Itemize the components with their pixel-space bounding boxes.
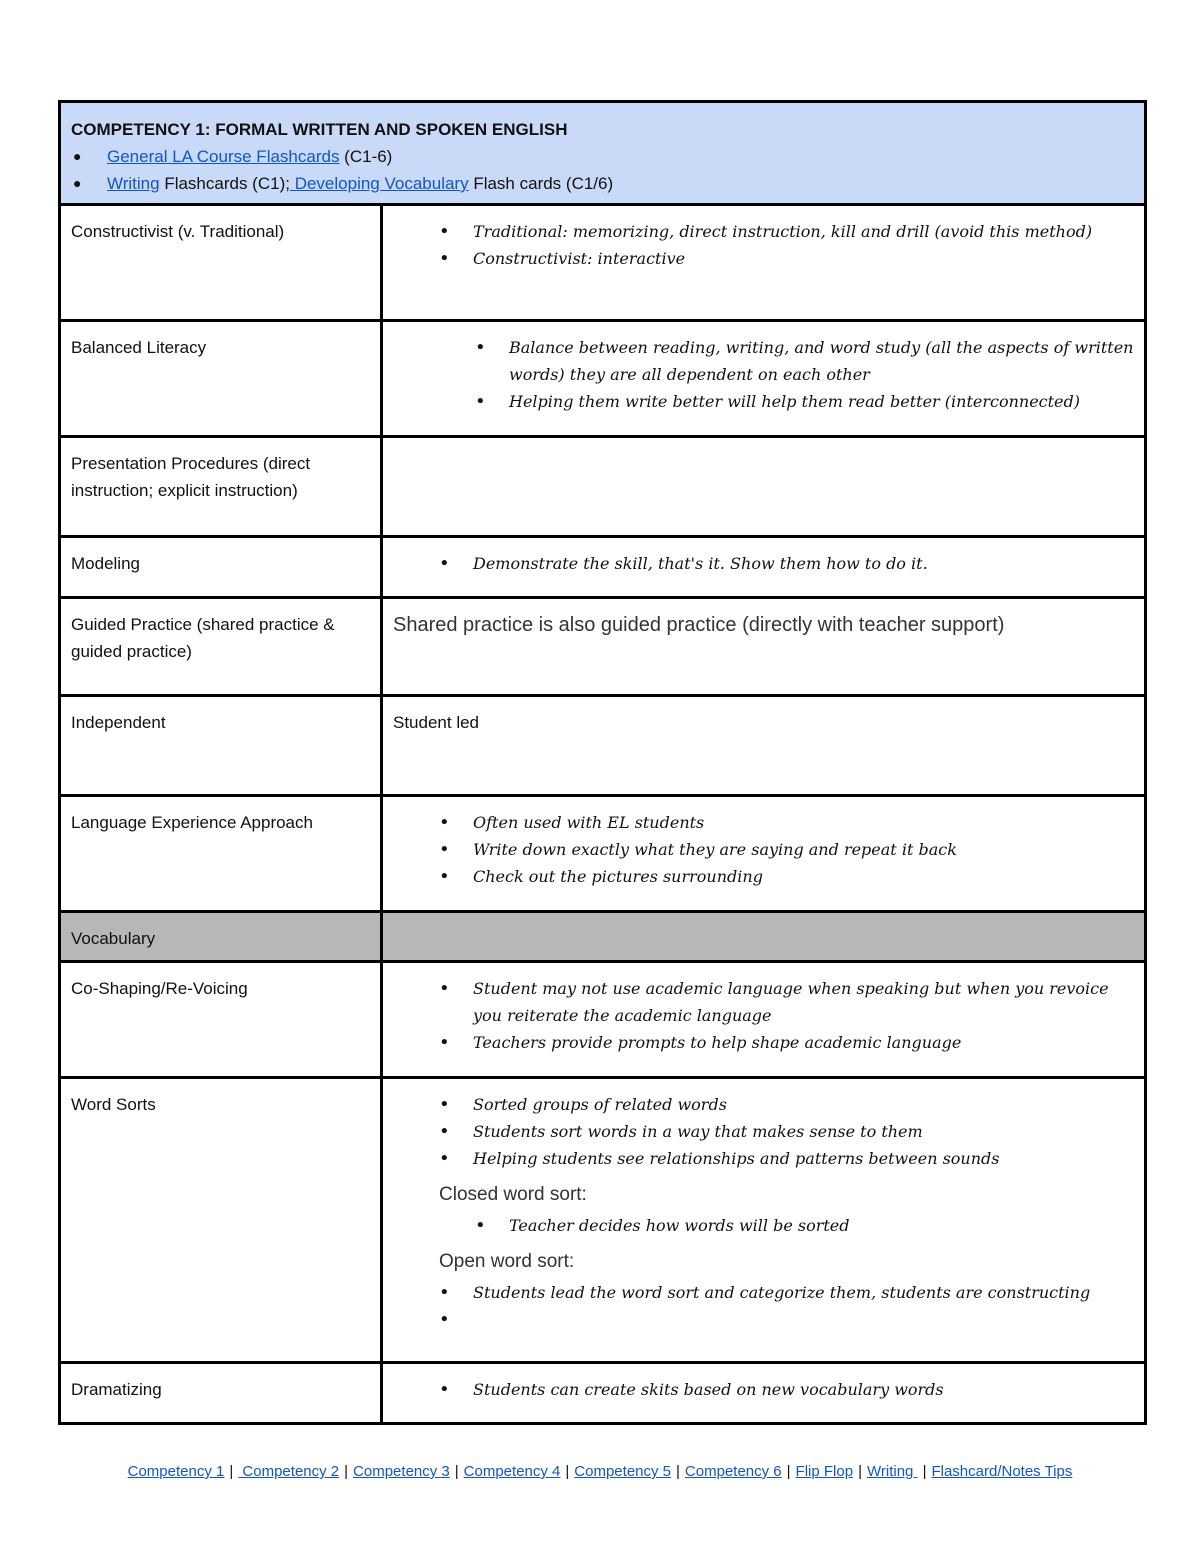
footer-link-writing[interactable]: Writing (866, 1463, 918, 1480)
list-item: • Students sort words in a way that makes sense to them (473, 1118, 1134, 1145)
bullet-list (393, 1279, 1134, 1333)
list-item: • Write down exactly what they are saying and repeat it back (473, 836, 1134, 863)
footer-link-competency-4[interactable]: Competency 4 (463, 1463, 561, 1480)
competency-table (58, 100, 1147, 1425)
header-line2-text-b: Flash cards (C1/6) (468, 174, 614, 193)
table-row (60, 962, 1146, 1078)
footer-link-competency-3[interactable]: Competency 3 (353, 1463, 450, 1480)
bullet-list (393, 218, 1134, 272)
list-item: • Helping them write better will help them read better (interconnected) (509, 388, 1134, 415)
definition-cell (382, 1363, 1146, 1424)
table-row (60, 696, 1146, 796)
definition-cell (382, 205, 1146, 321)
definition-cell (382, 321, 1146, 437)
list-item: • Balance between reading, writing, and word study (all the aspects of written words) they are all dependent on each other (509, 334, 1134, 388)
table-row (60, 1363, 1146, 1424)
table-row (60, 537, 1146, 598)
list-item: • Teacher decides how words will be sorted (509, 1212, 1134, 1239)
header-link-item (107, 170, 1134, 197)
list-item: • Sorted groups of related words (473, 1091, 1134, 1118)
term-cell: Balanced Literacy (60, 321, 382, 437)
footer-separator: | (786, 1463, 791, 1480)
list-item: • Helping students see relationships and patterns between sounds (473, 1145, 1134, 1172)
bullet-list (393, 975, 1134, 1056)
footer-separator: | (858, 1463, 862, 1480)
bullet-list (393, 550, 1134, 577)
term-cell: Modeling (60, 537, 382, 598)
bullet-list (393, 1376, 1134, 1403)
list-item: • Student may not use academic language when speaking but when you revoice you reiterate the academic language (473, 975, 1134, 1029)
term-cell: Independent (60, 696, 382, 796)
term-cell: Dramatizing (60, 1363, 382, 1424)
list-item: • Students can create skits based on new vocabulary words (473, 1376, 1134, 1403)
table-row (60, 205, 1146, 321)
section-header-empty-cell (382, 912, 1146, 962)
footer-link-flip-flop[interactable]: Flip Flop (795, 1463, 854, 1480)
list-item: • Often used with EL students (473, 809, 1134, 836)
header-link-list (71, 143, 1134, 197)
footer-link-competency-5[interactable]: Competency 5 (574, 1463, 672, 1480)
table-row (60, 796, 1146, 912)
definition-cell (382, 1078, 1146, 1363)
footer-link-flashcard-notes-tips[interactable]: Flashcard/Notes Tips (931, 1463, 1073, 1480)
footer-separator: | (922, 1463, 927, 1480)
header-link-item (107, 143, 1134, 170)
term-cell: Guided Practice (shared practice & guided practice) (60, 598, 382, 696)
list-item: • Traditional: memorizing, direct instruction, kill and drill (avoid this method) (473, 218, 1134, 245)
table-row (60, 437, 1146, 537)
closed-word-sort-label: Closed word sort: (439, 1184, 587, 1205)
footer-separator: | (454, 1463, 459, 1480)
list-item: • Students lead the word sort and categorize them, students are constructing (473, 1279, 1134, 1306)
definition-cell (382, 437, 1146, 537)
table-header-row (60, 102, 1146, 205)
footer-separator: | (676, 1463, 680, 1480)
header-line1-suffix: (C1-6) (339, 147, 393, 166)
definition-cell (382, 598, 1146, 696)
general-la-flashcards-link[interactable]: General LA Course Flashcards (107, 147, 340, 166)
list-item: • Constructivist: interactive (473, 245, 1134, 272)
list-item (473, 1306, 1134, 1333)
footer-link-competency-6[interactable]: Competency 6 (684, 1463, 782, 1480)
term-cell: Word Sorts (60, 1078, 382, 1363)
page-title: COMPETENCY 1: FORMAL WRITTEN AND SPOKEN ENGLISH (71, 120, 568, 139)
footer-separator: | (565, 1463, 570, 1480)
bullet-list (393, 334, 1134, 415)
term-cell: Language Experience Approach (60, 796, 382, 912)
open-word-sort-label: Open word sort: (439, 1251, 575, 1272)
term-cell: Presentation Procedures (direct instruction; explicit instruction) (60, 437, 382, 537)
table-header (60, 102, 1146, 205)
list-item: • Check out the pictures surrounding (473, 863, 1134, 890)
list-item: • Teachers provide prompts to help shape academic language (473, 1029, 1134, 1056)
table-row (60, 1078, 1146, 1363)
definition-text: Shared practice is also guided practice (directly with teacher support) (393, 614, 1005, 636)
bullet-list (393, 809, 1134, 890)
footer-nav (0, 1462, 1200, 1482)
table-row (60, 598, 1146, 696)
writing-link[interactable]: Writing (107, 174, 160, 193)
bullet-list (393, 1212, 1134, 1239)
definition-cell (382, 962, 1146, 1078)
table-row (60, 321, 1146, 437)
definition-cell (382, 537, 1146, 598)
footer-link-competency-2[interactable]: Competency 2 (238, 1463, 340, 1480)
term-cell: Co-Shaping/Re-Voicing (60, 962, 382, 1078)
list-item: • Demonstrate the skill, that's it. Show them how to do it. (473, 550, 1134, 577)
section-header-cell: Vocabulary (60, 912, 382, 962)
section-header-row (60, 912, 1146, 962)
term-cell: Constructivist (v. Traditional) (60, 205, 382, 321)
definition-cell: Student led (382, 696, 1146, 796)
footer-link-competency-1[interactable]: Competency 1 (127, 1463, 225, 1480)
developing-vocabulary-link[interactable]: Developing Vocabulary (289, 174, 469, 193)
footer-separator: | (229, 1463, 234, 1480)
definition-cell (382, 796, 1146, 912)
footer-separator: | (344, 1463, 349, 1480)
header-line2-text-a: Flashcards (C1); (159, 174, 290, 193)
bullet-list (393, 1091, 1134, 1172)
